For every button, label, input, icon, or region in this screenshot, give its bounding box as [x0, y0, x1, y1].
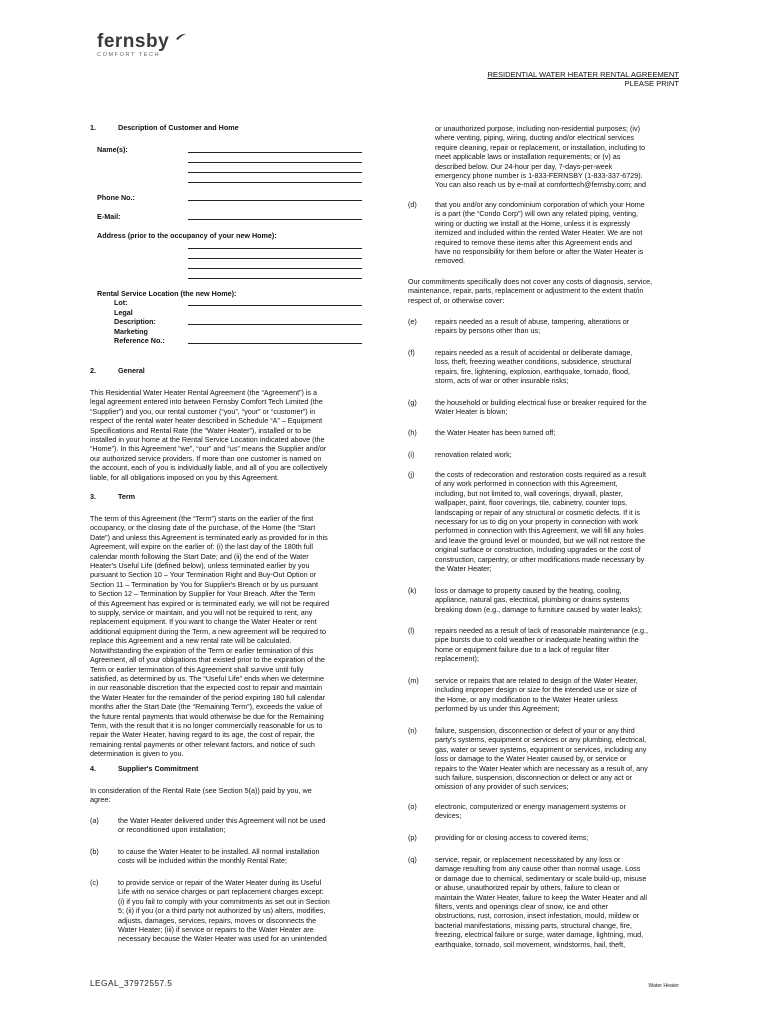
item-p-label: (p) [408, 833, 417, 842]
name-field-3[interactable] [188, 172, 362, 173]
s3-line: the Water Heater for the remainder of the period expiring 180 full calendar [90, 692, 326, 702]
brand-tagline: COMFORT TECH [97, 52, 161, 58]
item-p-text [435, 833, 680, 842]
s3-line: Heater's Useful Life (defined below), unless terminated earlier by you [90, 561, 310, 571]
s3-line: Date”) and unless this Agreement is terminated early as provided for in this [90, 532, 328, 542]
item-e-text [435, 317, 680, 336]
section-3-number: 3. [90, 492, 96, 501]
item-l-line: repairs needed as a result of lack of reasonable maintenance (e.g., [435, 626, 648, 635]
item-c-line: necessary because the Water Heater was used for an unintended [118, 934, 327, 944]
item-j-line: the Water Heater; [435, 564, 492, 574]
item-q-line: bacterial manifestations, missing parts, structural change, fire, [435, 920, 632, 930]
item-c-line: 5; (ii) if you (or a third party not authorized by us) alters, modifies, [118, 906, 326, 916]
section-1-heading: Description of Customer and Home [118, 123, 239, 132]
rental-location-label: Rental Service Location (the new Home): [97, 289, 237, 298]
s4-intro-line: In consideration of the Rental Rate (see Section 5(a)) paid by you, we [90, 786, 312, 795]
s3-line: Agreement, all of your obligations that existed prior to the expiration of the [90, 655, 325, 665]
item-d-line: removed. [435, 256, 465, 266]
item-f-label: (f) [408, 348, 415, 357]
item-a-text [118, 816, 362, 835]
legal-label: Legal [114, 308, 133, 317]
item-g-line: the household or building electrical fuse or breaker required for the [435, 398, 647, 407]
item-h-line: the Water Heater has been turned off; [435, 428, 556, 437]
item-d-line: itemized and included within the rented Water Heater. We are not [435, 228, 643, 238]
section-4-heading: Supplier's Commitment [118, 764, 199, 773]
item-c-line: to provide service or repair of the Water Heater during its Useful [118, 878, 322, 887]
item-q-line: obstructions, rust, corrosion, insect infestation, mould, mildew or [435, 911, 640, 921]
s2-line: the account, each of you is individually liable, and all of you are collectively [90, 463, 328, 473]
cont-line: described below. Our 24-hour per day, 7-days-per-week [435, 161, 613, 171]
s3-line: Term, with the result that it is no longer commercially reasonable for us to [90, 720, 323, 730]
s3-line: of this Agreement has expired or is terminated early, we will not be required [90, 598, 330, 608]
section-2-number: 2. [90, 366, 96, 375]
s2-line: our authorized service providers. If more than one customer is named on [90, 453, 322, 463]
phone-field[interactable] [188, 200, 362, 201]
item-f-line: repairs, fire, lightening, explosion, earthquake, tornado, flood, [435, 366, 630, 376]
reference-no-label: Reference No.: [114, 336, 165, 345]
item-n-label: (n) [408, 726, 417, 735]
item-j-line: including, but not limited to, wall coverings, drywall, plaster, [435, 488, 623, 498]
s2-line: “Supplier”) and you, our rental customer (“you”, “your” or “customer”) in [90, 406, 316, 416]
item-d-label: (d) [408, 200, 417, 209]
item-n-line: repairs to the Water Heater which are necessary as a result of, any [435, 763, 648, 773]
cont-line: meet applicable laws or installation requirements; or (v) as [435, 152, 621, 162]
item-e-line: repairs needed as a result of abuse, tampering, alterations or [435, 317, 630, 326]
name-field-2[interactable] [188, 162, 362, 163]
cont-line: where venting, piping, wiring, ducting and/or electrical services [435, 133, 634, 143]
item-m-text [435, 676, 680, 714]
item-m-label: (m) [408, 676, 419, 685]
s3-line: the future rental payments that would otherwise be due for the Remaining [90, 711, 324, 721]
item-a-label: (a) [90, 816, 99, 825]
item-b-line: costs will be included within the monthly Rental Rate; [118, 856, 287, 866]
item-m-line: service or repairs that are related to design of the Water Heater, [435, 676, 638, 685]
lot-field[interactable] [188, 305, 362, 306]
item-j-line: performed in connection with this Agreement, we will fill any holes [435, 526, 644, 536]
item-n-line: loss or damage to the Water Heater caused by, or service or [435, 754, 627, 764]
item-c-continued [435, 124, 680, 190]
item-k-label: (k) [408, 586, 417, 595]
email-field[interactable] [188, 219, 362, 220]
item-q-line: damage resulting from any cause other than normal usage. Loss [435, 864, 641, 874]
item-d-line: that you and/or any condominium corporation of which your Home [435, 200, 645, 209]
item-o-line: devices; [435, 811, 462, 821]
s3-line: replacement equipment. If you want to change the Water Heater or rent [90, 617, 317, 627]
s2-line: respect of the rental water heater described in Schedule “A” – Equipment [90, 416, 323, 426]
item-i-line: renovation related work; [435, 450, 512, 459]
item-i-label: (i) [408, 450, 415, 459]
item-j-line: original surface or construction, including upgrades or the cost of [435, 545, 641, 555]
reference-no-field[interactable] [188, 343, 362, 344]
item-b-text [118, 847, 362, 866]
item-n-text [435, 726, 680, 792]
s3-line: repair the Water Heater, having regard to its age, the cost of repair, the [90, 730, 315, 740]
s3-line: Agreement, will expire on the earlier of: (i) the last day of the 180th full [90, 542, 313, 552]
exclusions-intro-line: maintenance, repair, parts, replacement or adjustment to the extent that/in [408, 286, 644, 296]
address-label: Address (prior to the occupancy of your new Home): [97, 231, 277, 240]
s3-line: to supply, service or maintain, and you will not be required to rent, any [90, 608, 313, 618]
document-id: LEGAL_37972557.5 [90, 978, 173, 988]
item-j-line: wallpaper, paint, floor coverings, tile, cabinetry, counter tops, [435, 498, 628, 508]
item-i-text [435, 450, 680, 459]
company-logo [97, 32, 169, 59]
s2-line: Specifications and Rental Rate (the “Water Heater”), installed or to be [90, 425, 312, 435]
lot-label: Lot: [114, 298, 128, 307]
item-m-line: the Home, or any modification to the Water Heater unless [435, 694, 618, 704]
item-q-line: or abuse, unauthorized repair by others, failure to clean or [435, 883, 620, 893]
s2-line: liable, for all obligations imposed on you by this Agreement. [90, 472, 279, 482]
email-label: E-Mail: [97, 212, 121, 221]
item-n-line: such failure, suspension, disconnection or defect or any act or [435, 773, 632, 783]
name-field-4[interactable] [188, 182, 362, 183]
name-field-1[interactable] [188, 152, 362, 153]
item-e-line: repairs by persons other than us; [435, 326, 541, 336]
item-g-text [435, 398, 680, 417]
footer-product: Water Heater [648, 983, 679, 989]
item-j-line: landscaping or repair of any structural or cosmetic defects. If it is [435, 507, 640, 517]
item-q-label: (q) [408, 855, 417, 864]
item-o-line: electronic, computerized or energy management systems or [435, 802, 626, 811]
item-q-line: or damage due to chemical, sedimentary or scale build-up, misuse [435, 873, 647, 883]
item-c-line: (i) if you fail to comply with your commitments as set out in Section [118, 896, 330, 906]
item-n-line: gas, water or sewer systems, equipment or services, including any [435, 744, 647, 754]
item-m-line: performed by us under this Agreement; [435, 704, 560, 714]
s3-line: in our reasonable discretion that the expected cost to repair and maintain [90, 683, 323, 693]
s3-line: remaining rental payments or other relevant factors, and notice of such [90, 739, 315, 749]
legal-description-label: Description: [114, 317, 156, 326]
item-f-line: loss, theft, freezing weather conditions, subsidence, structural [435, 357, 632, 367]
item-f-line: storm, acts of war or other insurable risks; [435, 376, 569, 386]
logo-swoosh-icon [175, 33, 187, 41]
item-k-line: loss or damage to property caused by the heating, cooling, [435, 586, 622, 595]
section-1-number: 1. [90, 123, 96, 132]
s3-line: to Section 12 – Termination by Supplier for Your Breach. After the Term [90, 589, 316, 599]
phone-label: Phone No.: [97, 193, 135, 202]
section-4-intro [90, 786, 362, 805]
item-h-label: (h) [408, 428, 417, 437]
address-field-3[interactable] [188, 268, 362, 269]
item-n-line: failure, suspension, disconnection or defect of your or any third [435, 726, 635, 735]
cont-line: emergency phone number is 1-833-FERNSBY (1-833-337-6729). [435, 171, 643, 181]
s3-line: Notwithstanding the expiration of the Term or earlier termination of this [90, 645, 314, 655]
marketing-label: Marketing [114, 327, 148, 336]
s2-line: legal agreement entered into between Fernsby Comfort Tech Limited (the [90, 397, 323, 407]
item-l-line: home or equipment failure due to a lack of regular filter [435, 644, 610, 654]
s2-line: “Home”). In this Agreement “we”, “our” and “us” means the Supplier and/or [90, 444, 327, 454]
item-j-text [435, 470, 680, 573]
item-j-line: the costs of redecoration and restoration costs required as a result [435, 470, 646, 479]
s3-line: pursuant to Section 10 – Your Termination Right and Buy-Out Option or [90, 570, 317, 580]
item-c-text [118, 878, 362, 944]
item-n-line: omission of any provider of such services; [435, 782, 569, 792]
item-k-line: breaking down (e.g., damage to furniture caused by water leaks); [435, 604, 642, 614]
s2-line: This Residential Water Heater Rental Agreement (the “Agreement”) is a [90, 388, 318, 397]
please-print-note: PLEASE PRINT [624, 79, 679, 88]
s3-line: occupancy, or the closing date of the purchase, of the Home (the “Start [90, 523, 316, 533]
item-g-label: (g) [408, 398, 417, 407]
section-2-body [90, 388, 362, 482]
item-d-text [435, 200, 680, 266]
item-l-label: (l) [408, 626, 415, 635]
item-q-line: filters, vents and openings clear of snow, ice and other [435, 902, 609, 912]
s2-line: installed in your home at the Rental Service Location indicated above (the [90, 435, 325, 445]
item-k-line: appliance, natural gas, electrical, plumbing or drains systems [435, 595, 630, 605]
item-m-line: including improper design or size for the intended use or size of [435, 685, 637, 695]
item-k-text [435, 586, 680, 614]
item-j-line: construction, carpentry, or other modifications made necessary by [435, 554, 645, 564]
s3-line: Term or earlier termination of this Agreement shall survive until fully [90, 664, 304, 674]
item-l-line: replacement); [435, 654, 479, 664]
s3-line: Section 11 – Termination by You for Supplier's Breach or by us pursuant [90, 579, 319, 589]
item-j-line: necessary for us to dig on your property in connection with work [435, 517, 638, 527]
s3-line: satisfied, as determined by us. The “Useful Life” ends when we determine [90, 673, 324, 683]
cont-line: require cleaning, repair or replacement, or installation, including to [435, 142, 646, 152]
item-g-line: Water Heater is blown; [435, 407, 508, 417]
item-c-line: Life with no service charges or part replacement charges except: [118, 887, 324, 897]
item-d-line: have no responsibility for them before or after the Water Heater is [435, 247, 644, 257]
address-field-4[interactable] [188, 278, 362, 279]
item-f-line: repairs needed as a result of accidental or deliberate damage, [435, 348, 633, 357]
item-c-line: adjusts, damages, services, repairs, moves or disconnects the [118, 915, 317, 925]
item-o-text [435, 802, 680, 821]
item-n-line: party's systems, equipment or services or any plumbing, electrical, [435, 735, 647, 745]
cont-line: or unauthorized purpose, including non-residential purposes; (iv) [435, 124, 640, 133]
exclusions-intro-line: Our commitments specifically does not cover any costs of diagnosis, service, [408, 277, 653, 286]
address-field-1[interactable] [188, 248, 362, 249]
item-c-label: (c) [90, 878, 99, 887]
s3-line: The term of this Agreement (the “Term”) starts on the earlier of the first [90, 514, 314, 523]
item-q-text [435, 855, 680, 949]
exclusions-intro [408, 277, 680, 305]
s4-intro-line: agree: [90, 795, 111, 805]
agreement-title: RESIDENTIAL WATER HEATER RENTAL AGREEMENT [487, 70, 679, 79]
item-d-line: required to remove these items after this Agreement ends and [435, 237, 632, 247]
item-a-line: the Water Heater delivered under this Agreement will not be used [118, 816, 326, 825]
item-d-line: is a part (the “Condo Corp”) will own any related piping, venting, [435, 209, 638, 219]
item-j-line: of any work performed in connection with this Agreement, [435, 479, 618, 489]
item-q-line: freezing, electrical failure or surge, water damage, lightning, mud, [435, 930, 644, 940]
s3-line: additional equipment during the Term, a new agreement will be required to [90, 626, 326, 636]
item-l-line: pipe bursts due to cold weather or inadequate heating within the [435, 635, 639, 645]
item-a-line: or reconditioned upon installation; [118, 825, 226, 835]
item-q-line: earthquake, tornado, soil movement, windstorms, hail, theft, [435, 939, 626, 949]
s3-line: calendar month following the Start Date; and (ii) the end of the Water [90, 551, 309, 561]
section-4-number: 4. [90, 764, 96, 773]
section-2-heading: General [118, 366, 145, 375]
item-b-line: to cause the Water Heater to be installed. All normal installation [118, 847, 320, 856]
address-field-2[interactable] [188, 258, 362, 259]
cont-line: You can also reach us by e-mail at comforttech@fernsby.com; and [435, 180, 647, 190]
item-f-text [435, 348, 680, 386]
item-d-line: wiring or ducting we install at the Home, unless it is expressly [435, 218, 630, 228]
s3-line: months after the Start Date (the “Remaining Term”), exceeds the value of [90, 702, 322, 712]
document-title [487, 70, 679, 88]
item-o-label: (o) [408, 802, 417, 811]
item-e-label: (e) [408, 317, 417, 326]
item-c-line: Water Heater; (iii) if service or repairs to the Water Heater are [118, 925, 314, 935]
exclusions-intro-line: respect of, or otherwise cover: [408, 295, 505, 305]
s3-line: determination is given to you. [90, 749, 184, 759]
item-l-text [435, 626, 680, 664]
section-3-body [90, 514, 362, 759]
brand-name: fernsby [97, 31, 170, 52]
item-q-line: service, repair, or replacement necessitated by any loss or [435, 855, 621, 864]
legal-description-field[interactable] [188, 324, 362, 325]
section-3-heading: Term [118, 492, 136, 501]
names-label: Name(s): [97, 145, 128, 154]
item-j-label: (j) [408, 470, 415, 479]
item-b-label: (b) [90, 847, 99, 856]
item-j-line: and leave the ground level or mounded, but we will not restore the [435, 535, 646, 545]
item-h-text [435, 428, 680, 437]
item-q-line: maintain the Water Heater, failure to keep the Water Heater and all [435, 892, 648, 902]
s3-line: replace this Agreement and a new rental rate will be calculated. [90, 636, 292, 646]
item-p-line: providing for or closing access to covered items; [435, 833, 589, 842]
